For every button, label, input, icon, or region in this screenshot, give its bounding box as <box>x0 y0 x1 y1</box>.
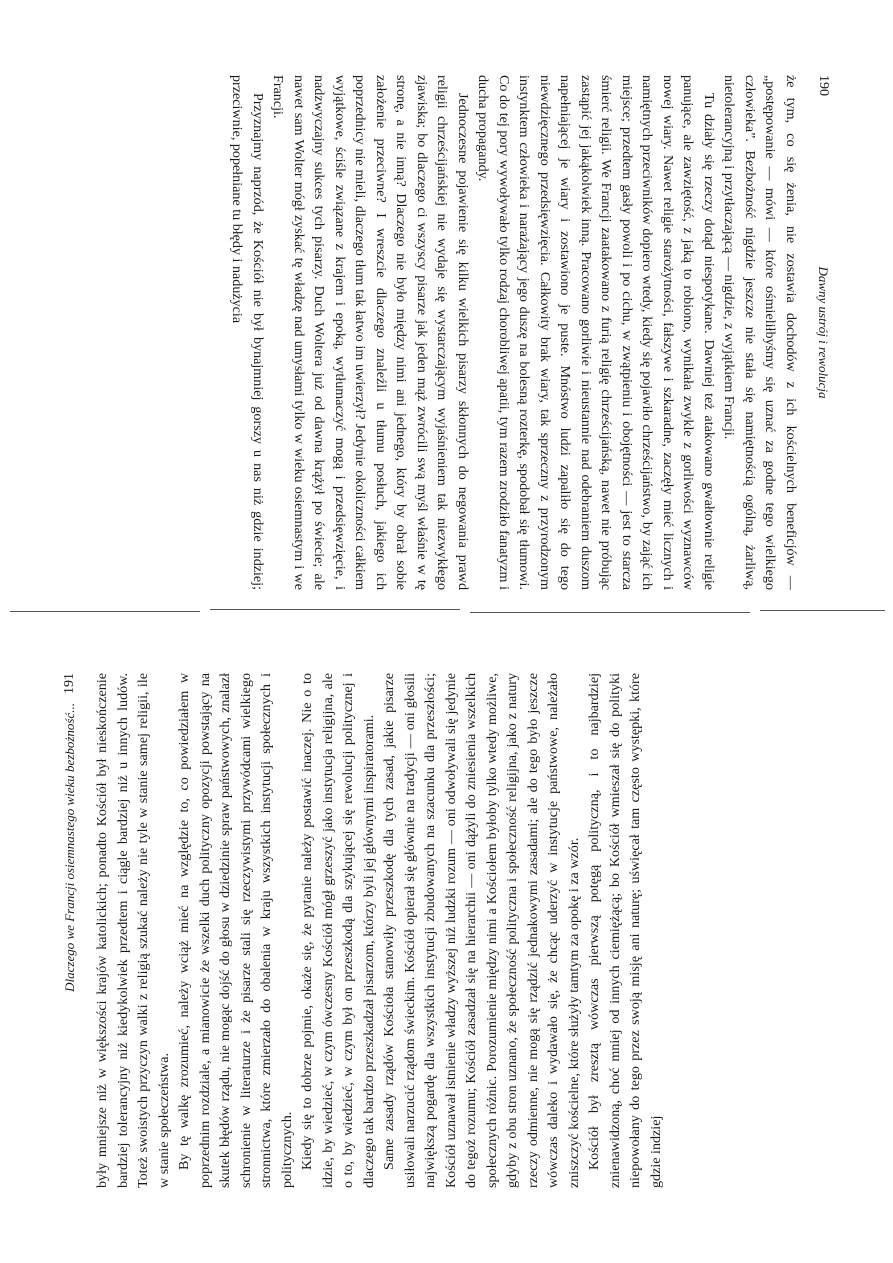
page-191 <box>0 370 893 1263</box>
paragraph: By tę walkę zrozumieć, należy wciąż mieć na względzie to, co powiedziałem w poprzednim rozdziale, a mianowicie że wszelki duch polityczny opozycji powstający na skutek błędów rządu, nie mogąc dojść do głosu w dziedzinie spraw państwowych, znalazł schronienie w literaturze i że pisarze stali się rzeczywistymi przywódcami wielkiego stronnictwa, które zmierzało do obalenia w kraju wszystkich instytucji społecznych i politycznych. <box>176 673 295 1188</box>
running-head: Dlaczego we Francji osiemnastego wieku bezbożność... <box>62 703 77 992</box>
page-number: 190 <box>816 75 831 96</box>
running-head: Dawny ustrój i rewolucja <box>816 266 831 399</box>
paragraph: Kościół był zresztą wówczas pierwszą potęgą polityczną, i to najbardziej znienawidzoną, choć mniej od innych ciemiężącą; bo Kościół wmieszał się do polityki niepowołany do tego przez swoją misję ani naturę; uświęcał tam często występki, które gdzie indziej <box>586 673 664 1188</box>
paragraph: Jednoczesne pojawienie się kilku wielkich pisarzy skłonnych do negowania prawd religii chrześcijańskiej nie wydaje się wystarczającym wyjaśnieniem tak niezwykłego zjawiska; bo dlaczego ci wszyscy pisarze jak jeden mąż zwrócili swą myśl właśnie w tę stronę, a nie inną? Dlaczego nie było między nimi ani jednego, który by obrał sobie założenie przeciwne? I wreszcie dlaczego znaleźli u tłumu posłuch, jakiego ich poprzednicy nie mieli, dlaczego tłum tak łatwo im uwierzył? Jedynie okoliczności całkiem wyjątkowe, ściśle związane z krajem i epoką, wytłumaczyć mogą i przedsięwzięcie, i nadzwyczajny sukces tych pisarzy. Duch Woltera już od dawna krążył po świecie; ale nawet sam Wolter mógł zyskać tę władzę nad umysłami tylko w wieku osiemnastym i we Francji. <box>270 75 471 590</box>
page-191-header <box>62 673 82 1188</box>
paragraph: Kiedy się to dobrze pojmie, okaże się, że pytanie należy postawić inaczej. Nie o to idzie, by wiedzieć, w czym ówczesny Kościół mógł grzeszyć jako instytucja religijna, ale o to, by wiedzieć, w czym był on przeszkodą dla szykującej się rewolucji politycznej i dlaczego tak bardzo przeszkadzał pisarzom, którzy byli jej głównymi inspiratorami. <box>299 673 377 1188</box>
page-191-spread <box>0 633 893 1263</box>
paragraph: Same zasady rządów Kościoła stanowiły przeszkodę dla tych zasad, jakie pisarze usiłowali narzucić rządom świeckim. Kościół opierał się głównie na tradycji — oni głosili największą pogardę dla wszystkich instytucji zbudowanych na szacunku dla przeszłości; Kościół uznawał istnienie władzy wyższej niż ludzki rozum — oni odwoływali się jedynie do tegoż rozumu; Kościół zasadzał się na hierarchii — oni dążyli do zniesienia wszelkich społecznych różnic. Porozumienie między nimi a Kościołem byłoby tylko wtedy możliwe, gdyby z obu stron uznano, że społeczność polityczna i społeczność religijna, jako z natury rzeczy odmienne, nie mogą się rządzić jednakowymi zasadami; ale do tego było jeszcze wówczas daleko i wydawało się, że chcąc uderzyć w instytucje państwowe, należało zniszczyć kościelne, które służyły tamtym za opokę i za wzór. <box>381 673 582 1188</box>
paragraph: Tu działy się rzeczy dotąd niespotykane. Dawniej też atakowano gwałtownie religie panujące, ale zawziętość, z jaką to robiono, wynikała zwykle z gorliwości wyznawców nowej wiary. Nawet religie starożytności, fałszywe i szkaradne, zaczęły mieć licznych i namiętnych przeciwników dopiero wtedy, kiedy się pojawiło chrześcijaństwo, by zająć ich miejsce; przedtem gasły powoli i po cichu, w zwątpieniu i obojętności — jest to starcza śmierć religii. We Francji zaatakowano z furią religię chrześcijańską, nawet nie próbując zastąpić jej jakąkolwiek inną. Pracowano gorliwie i nieustannie nad odebraniem duszom napełniającej je wiary i zostawiono je puste. Mnóstwo ludzi zapaliło się do tego niewdzięcznego przedsięwzięcia. Całkowity brak wiary, tak sprzeczny z przyrodzonym instynktem człowieka i narażający jego duszę na bolesną rozterkę, spodobał się tłumowi. Co do tej pory wywoływało tylko rodzaj chorobliwej apatii, tym razem zrodziło fanatyzm i ducha propagandy. <box>475 75 717 590</box>
page-191-body-text <box>92 673 873 1188</box>
page-number: 191 <box>62 673 77 694</box>
paragraph: były mniejsze niż w większości krajów katolickich; ponadto Kościół był nieskończenie bardziej tolerancyjny niż kiedykolwiek przedtem i ciągle bardziej niż u innych ludów. Toteż swoistych przyczyn walki z religią szukać należy nie tyle w stanie samej religii, ile w stanie społeczeństwa. <box>94 673 172 1188</box>
paragraph: Przyznajmy naprzód, że Kościół nie był bynajmniej gorszy u nas niż gdzie indziej; przeciwnie, popełniane tu błędy i nadużycia <box>229 75 266 590</box>
paragraph: że tym, co się żenia, nie zostawia dochodów z ich kościelnych beneficjów — „postępowanie — mówi — które ośmieliłbyśmy się uznać za godne tego wielkiego człowieka”. Bezbożność nigdzie jeszcze nie stała się namiętnością ogólną, żarliwą, nietolerancyjną i przytłaczającą — nigdzie, z wyjątkiem Francji. <box>721 75 799 590</box>
